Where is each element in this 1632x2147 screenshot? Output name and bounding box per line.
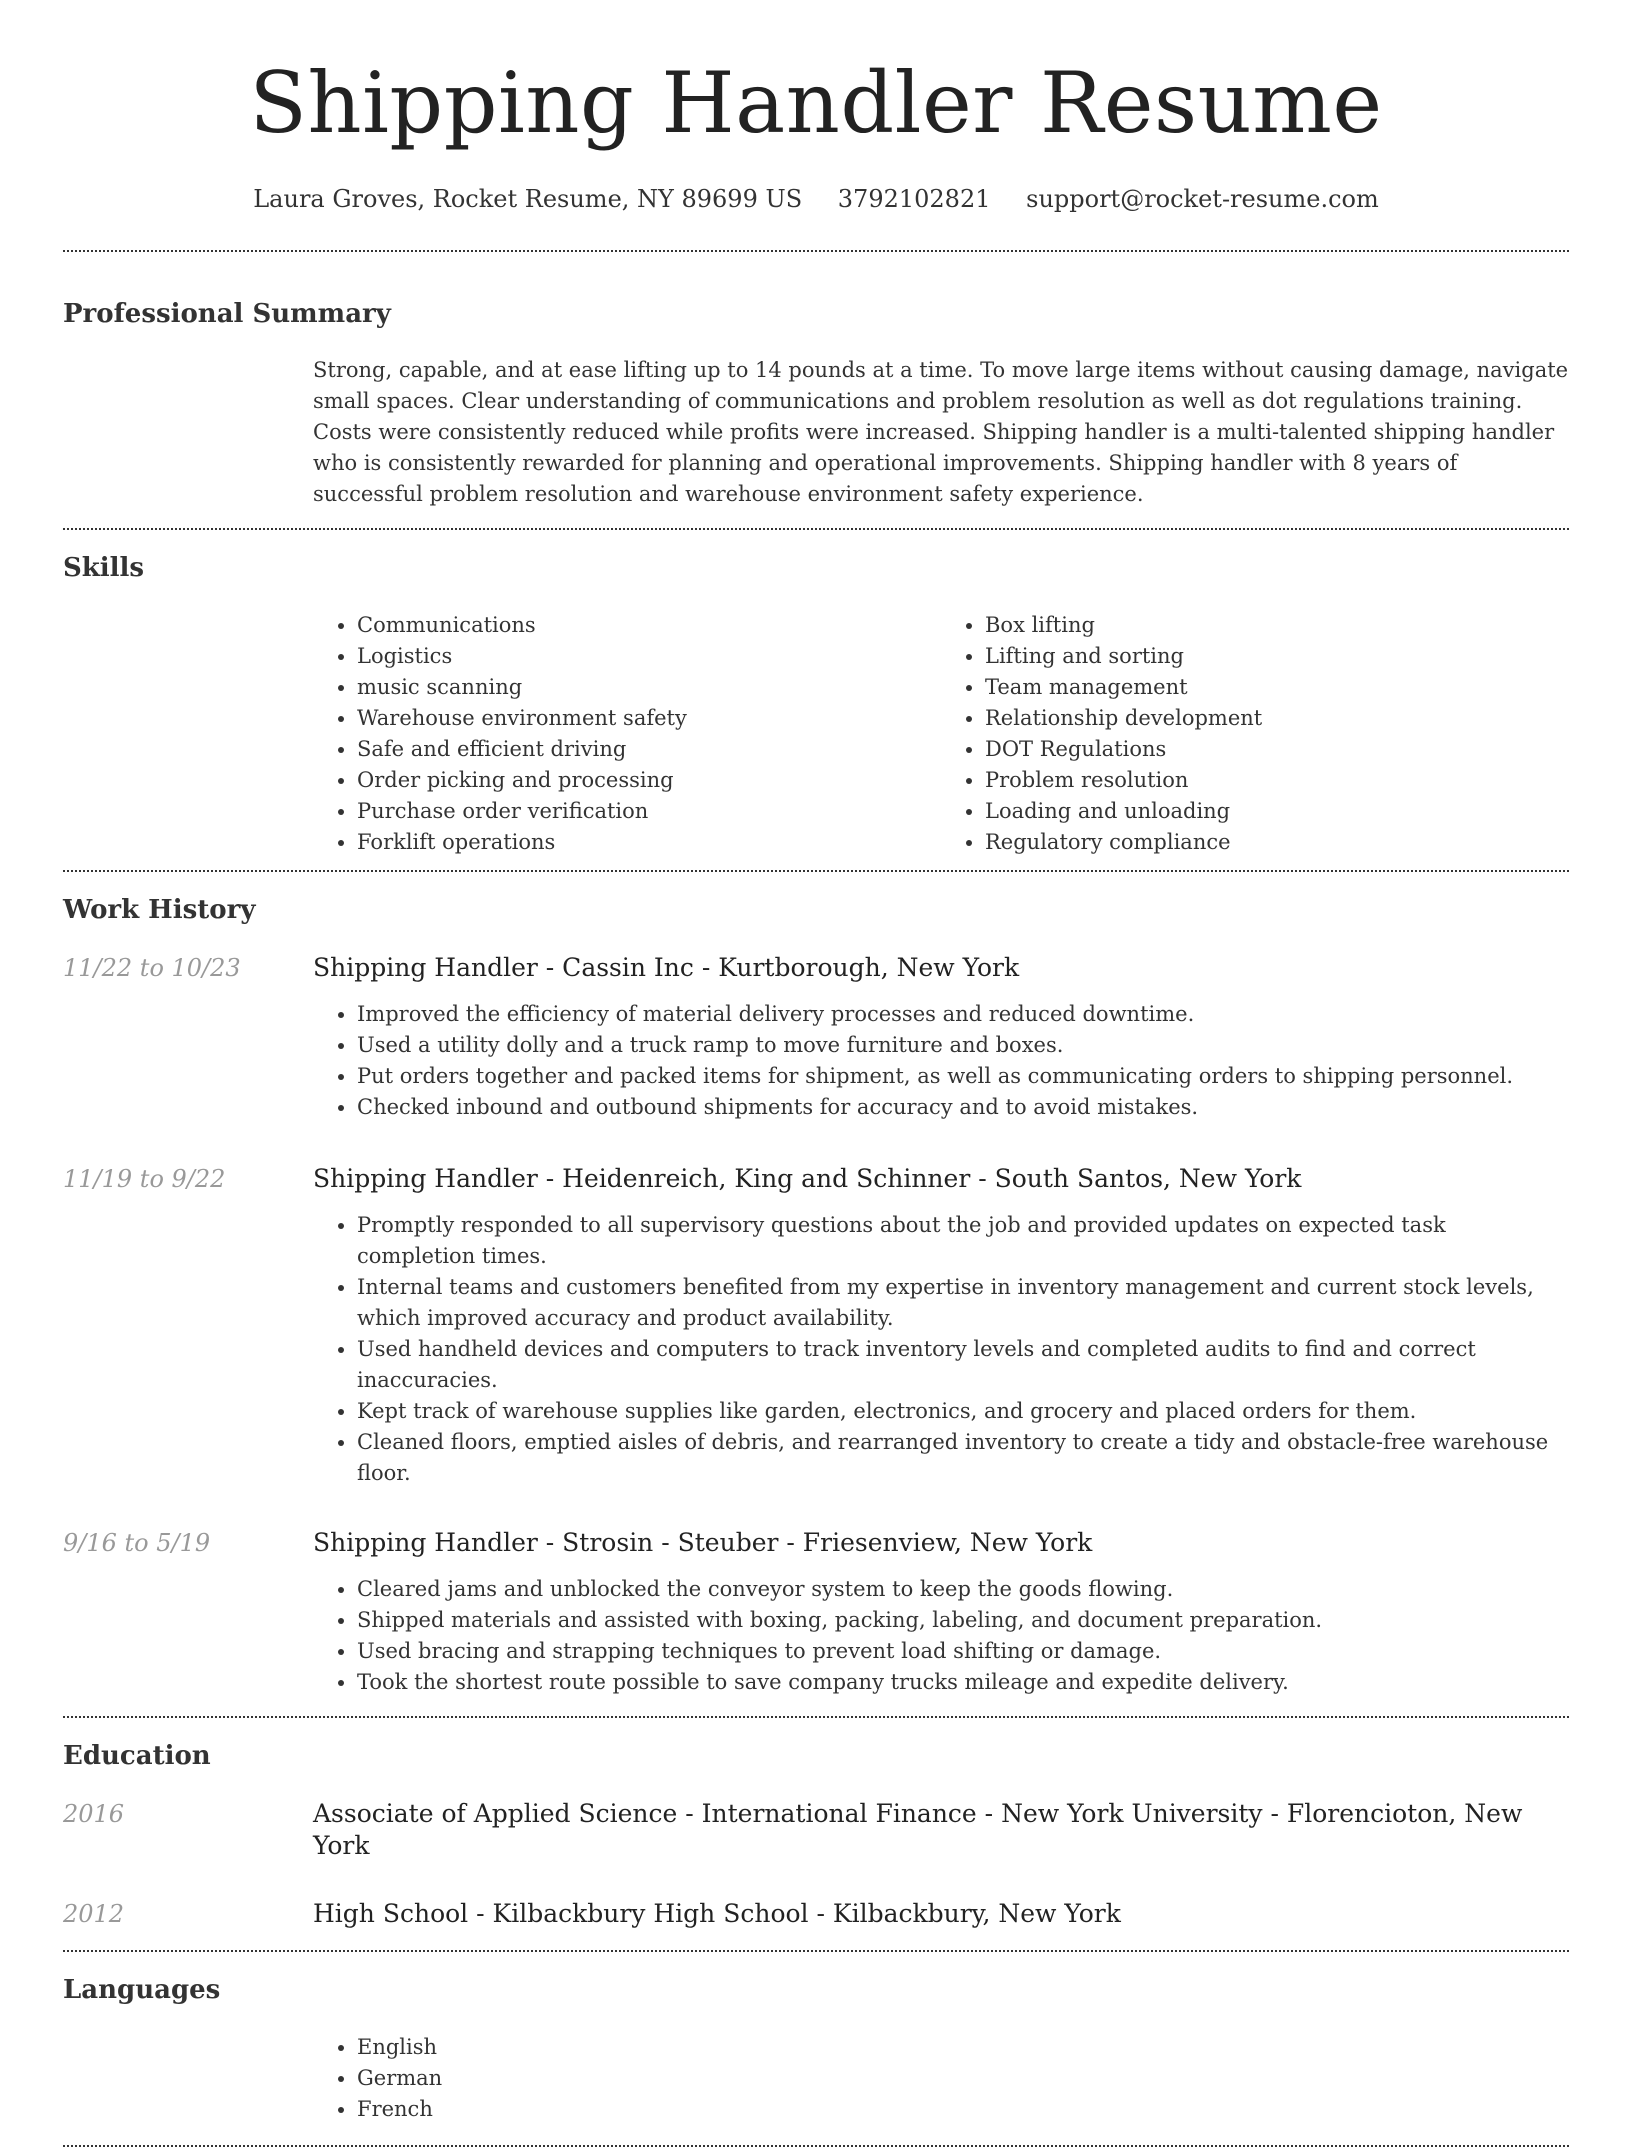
job-bullet: • Used a utility dolly and a truck ramp to move furniture and boxes.	[357, 1030, 1569, 1061]
section-heading-summary: Professional Summary	[63, 299, 391, 329]
job-bullet: • Used handheld devices and computers to track inventory levels and completed audits to find and correct inaccuracies.	[357, 1334, 1569, 1396]
skill-item: • Logistics	[357, 641, 941, 672]
education-details	[313, 1798, 1569, 1862]
job-details	[313, 952, 1569, 1123]
job-bullet: • Cleaned floors, emptied aisles of debris, and rearranged inventory to create a tidy and obstacle-free warehouse floor.	[357, 1427, 1569, 1489]
education-entry	[63, 1772, 1569, 1862]
section-heading-languages: Languages	[63, 1975, 221, 2005]
job-bullets	[313, 999, 1569, 1123]
language-item: • English	[357, 2032, 1569, 2063]
skills-columns	[313, 584, 1569, 870]
job-bullet: • Used bracing and strapping techniques to prevent load shifting or damage.	[357, 1636, 1569, 1667]
job-bullets	[313, 1574, 1569, 1698]
skill-item: • Communications	[357, 610, 941, 641]
job-title-line	[313, 1527, 1569, 1559]
job-dates: 11/19 to 9/22	[63, 1165, 226, 1193]
skill-item: • Order picking and processing	[357, 765, 941, 796]
section-heading-skills: Skills	[63, 553, 145, 583]
job-bullet: • Checked inbound and outbound shipments for accuracy and to avoid mistakes.	[357, 1092, 1569, 1123]
job-details	[313, 1163, 1569, 1489]
job-entry	[63, 1123, 1569, 1489]
skills-list-right	[941, 610, 1569, 858]
skill-item: • DOT Regulations	[985, 734, 1569, 765]
languages-section	[63, 1952, 1569, 2145]
skill-item: • Safe and efficient driving	[357, 734, 941, 765]
job-bullet: • Shipped materials and assisted with boxing, packing, labeling, and document preparation.	[357, 1605, 1569, 1636]
skill-item: • Team management	[985, 672, 1569, 703]
job-bullet: • Promptly responded to all supervisory questions about the job and provided updates on expected task completion times.	[357, 1210, 1569, 1272]
job-bullet: • Put orders together and packed items for shipment, as well as communicating orders to shipping personnel.	[357, 1061, 1569, 1092]
skill-item: • Box lifting	[985, 610, 1569, 641]
skills-list-left	[313, 610, 941, 858]
skill-item: • Warehouse environment safety	[357, 703, 941, 734]
work-history-section	[63, 872, 1569, 1716]
job-title: Shipping Handler	[313, 953, 538, 982]
job-employer: - Cassin Inc - Kurtborough, New York	[537, 953, 1020, 982]
job-bullet: • Kept track of warehouse supplies like garden, electronics, and grocery and placed orders for them.	[357, 1396, 1569, 1427]
skill-item: • Loading and unloading	[985, 796, 1569, 827]
contact-phone: 3792102821	[837, 185, 991, 213]
languages-list	[313, 2032, 1569, 2125]
education-section	[63, 1718, 1569, 1950]
job-employer: - Strosin - Steuber - Friesenview, New York	[537, 1528, 1093, 1557]
language-item: • French	[357, 2094, 1569, 2125]
job-dates: 11/22 to 10/23	[63, 954, 241, 982]
education-date: 2016	[63, 1800, 125, 1828]
job-employer: - Heidenreich, King and Schinner - South Santos, New York	[537, 1164, 1302, 1193]
contact-email: support@rocket-resume.com	[1026, 185, 1379, 213]
skill-item: • Forklift operations	[357, 827, 941, 858]
degree-title: Associate of Applied Science - International Finance	[313, 1799, 977, 1828]
languages-body	[313, 2006, 1569, 2145]
education-details	[313, 1898, 1569, 1930]
job-title-line	[313, 952, 1569, 984]
job-title: Shipping Handler	[313, 1528, 538, 1557]
page-title: Shipping Handler Resume	[249, 54, 1383, 152]
job-entry	[63, 1489, 1569, 1698]
skill-item: • music scanning	[357, 672, 941, 703]
school-info: - New York University - Florencioton, New York	[313, 1799, 1523, 1860]
job-title-line	[313, 1163, 1569, 1195]
job-bullet: • Internal teams and customers benefited from my expertise in inventory management and current stock levels, which improved accuracy and product availability.	[357, 1272, 1569, 1334]
section-heading-work: Work History	[63, 895, 256, 925]
skill-item: • Regulatory compliance	[985, 827, 1569, 858]
contact-line	[63, 184, 1569, 214]
job-bullet: • Cleared jams and unblocked the conveyor system to keep the goods flowing.	[357, 1574, 1569, 1605]
skill-item: • Problem resolution	[985, 765, 1569, 796]
skill-item: • Relationship development	[985, 703, 1569, 734]
job-details	[313, 1527, 1569, 1698]
skill-item: • Purchase order verification	[357, 796, 941, 827]
contact-address: Laura Groves, Rocket Resume, NY 89699 US	[253, 185, 803, 213]
job-dates: 9/16 to 5/19	[63, 1529, 211, 1557]
job-bullets	[313, 1210, 1569, 1489]
school-info: - Kilbackbury High School - Kilbackbury, New York	[468, 1899, 1121, 1928]
skill-item: • Lifting and sorting	[985, 641, 1569, 672]
education-entry	[63, 1862, 1569, 1930]
degree-title: High School	[313, 1899, 469, 1928]
section-heading-education: Education	[63, 1741, 211, 1771]
job-bullet: • Improved the efficiency of material delivery processes and reduced downtime.	[357, 999, 1569, 1030]
summary-section	[63, 252, 1569, 528]
job-entry	[63, 926, 1569, 1123]
education-date: 2012	[63, 1900, 125, 1928]
language-item: • German	[357, 2063, 1569, 2094]
job-bullet: • Took the shortest route possible to save company trucks mileage and expedite delivery.	[357, 1667, 1569, 1698]
job-title: Shipping Handler	[313, 1164, 538, 1193]
skills-section	[63, 530, 1569, 870]
summary-text: Strong, capable, and at ease lifting up to 14 pounds at a time. To move large items without causing damage, navigate small spaces. Clear understanding of communications and problem resolution as well as dot regulations training. Costs were consistently reduced while profits were increased. Shipping handler is a multi-talented shipping handler who is consistently rewarded for planning and operational improvements. Shipping handler with 8 years of successful problem resolution and warehouse environment safety experience.	[313, 358, 1569, 506]
